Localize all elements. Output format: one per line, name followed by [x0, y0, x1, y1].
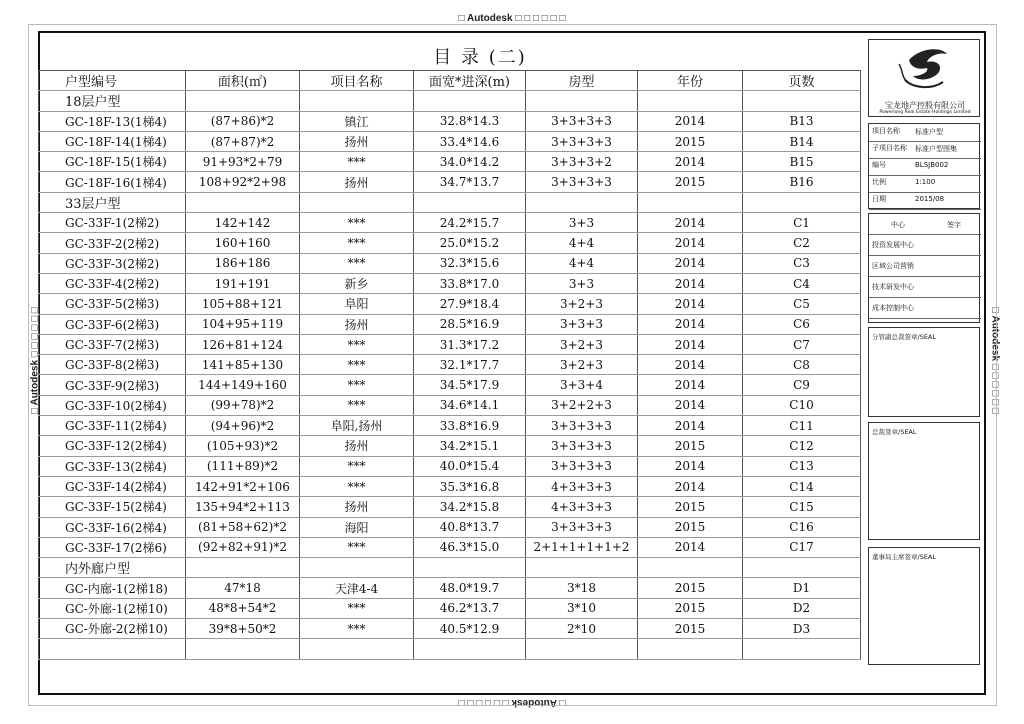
table-row [39, 456, 861, 476]
info-value: 标准户型 [915, 128, 943, 136]
area-cell: 135+94*2+113 [186, 497, 300, 517]
area-cell: 48*8+54*2 [186, 598, 300, 618]
sign-row [869, 297, 981, 319]
project-name-cell: 海阳 [300, 517, 414, 537]
table-row [39, 517, 861, 537]
watermark-left: □ Autodesk □ □ □ □ □ □ [29, 307, 41, 414]
seal-box-vp: 分管副总裁签章/SEAL [868, 327, 980, 417]
year-cell: 2014 [638, 213, 743, 233]
area-cell: 39*8+50*2 [186, 619, 300, 639]
empty-cell [300, 639, 414, 659]
page-no-cell: C3 [743, 253, 861, 273]
area-cell: 144+149+160 [186, 375, 300, 395]
table-row [39, 416, 861, 436]
info-row [869, 141, 981, 159]
unit-code-cell: GC-内廊-1(2梯18) [39, 578, 186, 598]
width-depth-cell: 33.4*14.6 [414, 131, 526, 151]
project-name-cell: 阜阳 [300, 294, 414, 314]
project-name-cell: 扬州 [300, 436, 414, 456]
unit-code-cell: GC-33F-1(2梯2) [39, 213, 186, 233]
room-type-cell: 3+3+3+3 [526, 111, 638, 131]
width-depth-cell: 40.0*15.4 [414, 456, 526, 476]
company-name-en: Powerlong Real Estate Holdings Limited [879, 110, 971, 115]
empty-cell [39, 639, 186, 659]
empty-cell [638, 639, 743, 659]
table-row [39, 111, 861, 131]
width-depth-cell: 28.5*16.9 [414, 314, 526, 334]
header-unit-code: 户型编号 [39, 71, 186, 91]
year-cell: 2014 [638, 375, 743, 395]
page-no-cell: C2 [743, 233, 861, 253]
project-name-cell: 扬州 [300, 497, 414, 517]
project-name-cell: 扬州 [300, 172, 414, 192]
empty-cell [414, 91, 526, 111]
info-row [869, 124, 981, 142]
room-type-cell: 2*10 [526, 619, 638, 639]
empty-cell [638, 192, 743, 212]
project-name-cell: *** [300, 213, 414, 233]
year-cell: 2014 [638, 233, 743, 253]
empty-cell [300, 91, 414, 111]
width-depth-cell: 48.0*19.7 [414, 578, 526, 598]
page-no-cell: C12 [743, 436, 861, 456]
page-no-cell: C8 [743, 355, 861, 375]
year-cell: 2015 [638, 598, 743, 618]
empty-cell [186, 558, 300, 578]
unit-code-cell: GC-33F-13(2梯4) [39, 456, 186, 476]
table-row [39, 334, 861, 354]
unit-code-cell: GC-18F-16(1梯4) [39, 172, 186, 192]
room-type-cell: 4+3+3+3 [526, 476, 638, 496]
page-no-cell: B16 [743, 172, 861, 192]
year-cell: 2014 [638, 416, 743, 436]
project-name-cell: *** [300, 619, 414, 639]
year-cell: 2015 [638, 578, 743, 598]
header-width-depth: 面宽*进深(m) [414, 71, 526, 91]
year-cell: 2015 [638, 172, 743, 192]
unit-code-cell: GC-33F-17(2梯6) [39, 537, 186, 557]
area-cell: 160+160 [186, 233, 300, 253]
table-row [39, 497, 861, 517]
watermark-top: □ Autodesk □ □ □ □ □ □ [458, 13, 566, 24]
table-row [39, 598, 861, 618]
year-cell: 2014 [638, 253, 743, 273]
year-cell: 2015 [638, 131, 743, 151]
section-title: 33层户型 [39, 192, 186, 212]
width-depth-cell: 34.2*15.8 [414, 497, 526, 517]
area-cell: 186+186 [186, 253, 300, 273]
width-depth-cell: 35.3*16.8 [414, 476, 526, 496]
project-name-cell: 扬州 [300, 131, 414, 151]
room-type-cell: 4+3+3+3 [526, 497, 638, 517]
info-key: 比例 [872, 178, 886, 186]
page-no-cell: B14 [743, 131, 861, 151]
year-cell: 2014 [638, 152, 743, 172]
year-cell: 2014 [638, 314, 743, 334]
table-row [39, 314, 861, 334]
unit-code-cell: GC-33F-10(2梯4) [39, 395, 186, 415]
watermark-bottom: □ Autodesk □ □ □ □ □ □ [458, 697, 566, 708]
area-cell: 141+85+130 [186, 355, 300, 375]
empty-cell [743, 558, 861, 578]
project-name-cell: *** [300, 233, 414, 253]
room-type-cell: 3+3 [526, 273, 638, 293]
table-row [39, 578, 861, 598]
room-type-cell: 3+3+4 [526, 375, 638, 395]
section-title: 内外廊户型 [39, 558, 186, 578]
signoff-box [868, 213, 980, 323]
unit-code-cell: GC-18F-15(1梯4) [39, 152, 186, 172]
empty-cell [638, 558, 743, 578]
empty-cell [526, 558, 638, 578]
area-cell: (94+96)*2 [186, 416, 300, 436]
table-row [39, 375, 861, 395]
width-depth-cell: 40.5*12.9 [414, 619, 526, 639]
empty-cell [638, 91, 743, 111]
info-key: 子项目名称 [872, 144, 907, 152]
sign-header-label: 签字 [947, 221, 961, 229]
room-type-cell: 3+3+3+3 [526, 416, 638, 436]
page-no-cell: C5 [743, 294, 861, 314]
table-row [39, 213, 861, 233]
table-row [39, 152, 861, 172]
area-cell: (111+89)*2 [186, 456, 300, 476]
unit-code-cell: GC-33F-5(2梯3) [39, 294, 186, 314]
room-type-cell: 3+2+3 [526, 355, 638, 375]
room-type-cell: 2+1+1+1+1+2 [526, 537, 638, 557]
project-name-cell: 阜阳,扬州 [300, 416, 414, 436]
page-no-cell: C11 [743, 416, 861, 436]
sign-header-label: 中心 [891, 221, 905, 229]
dragon-logo-icon [869, 40, 981, 98]
unit-code-cell: GC-33F-14(2梯4) [39, 476, 186, 496]
width-depth-cell: 33.8*16.9 [414, 416, 526, 436]
table-row [39, 619, 861, 639]
year-cell: 2014 [638, 537, 743, 557]
empty-cell [526, 91, 638, 111]
table-row [39, 253, 861, 273]
page-no-cell: C9 [743, 375, 861, 395]
info-key: 项目名称 [872, 127, 900, 135]
section-row [39, 192, 861, 212]
section-row [39, 91, 861, 111]
year-cell: 2014 [638, 355, 743, 375]
unit-code-cell: GC-33F-8(2梯3) [39, 355, 186, 375]
room-type-cell: 3+3+3+2 [526, 152, 638, 172]
company-name: 宝龙地产控股有限公司 [885, 101, 965, 110]
project-name-cell: *** [300, 456, 414, 476]
width-depth-cell: 34.5*17.9 [414, 375, 526, 395]
table-row [39, 395, 861, 415]
table-row [39, 537, 861, 557]
page-no-cell: C14 [743, 476, 861, 496]
info-row [869, 192, 981, 210]
page-no-cell: D1 [743, 578, 861, 598]
width-depth-cell: 34.2*15.1 [414, 436, 526, 456]
table-row [39, 273, 861, 293]
empty-cell [186, 639, 300, 659]
info-value: 标准户型图集 [915, 145, 957, 153]
empty-cell [743, 192, 861, 212]
page-no-cell: D2 [743, 598, 861, 618]
project-name-cell: 镇江 [300, 111, 414, 131]
year-cell: 2015 [638, 619, 743, 639]
table-header-row [39, 71, 861, 91]
project-name-cell: *** [300, 375, 414, 395]
room-type-cell: 3+2+3 [526, 334, 638, 354]
info-row [869, 158, 981, 176]
unit-code-cell: GC-18F-14(1梯4) [39, 131, 186, 151]
width-depth-cell: 34.6*14.1 [414, 395, 526, 415]
page-no-cell: C7 [743, 334, 861, 354]
width-depth-cell: 32.1*17.7 [414, 355, 526, 375]
index-table [38, 70, 861, 660]
room-type-cell: 3+3+3+3 [526, 436, 638, 456]
project-name-cell: *** [300, 152, 414, 172]
sign-row-label: 技术研发中心 [872, 283, 914, 291]
section-row [39, 558, 861, 578]
unit-code-cell: GC-外廊-1(2梯10) [39, 598, 186, 618]
sign-row [869, 255, 981, 277]
unit-code-cell: GC-外廊-2(2梯10) [39, 619, 186, 639]
project-name-cell: 新乡 [300, 273, 414, 293]
sign-row-label: 投资发展中心 [872, 241, 914, 249]
area-cell: 91+93*2+79 [186, 152, 300, 172]
empty-cell [414, 192, 526, 212]
info-value: 2015/08 [915, 195, 945, 203]
empty-cell [300, 192, 414, 212]
unit-code-cell: GC-33F-12(2梯4) [39, 436, 186, 456]
empty-cell [186, 91, 300, 111]
info-value: 1:100 [915, 178, 936, 186]
width-depth-cell: 32.3*15.6 [414, 253, 526, 273]
room-type-cell: 3+2+2+3 [526, 395, 638, 415]
empty-cell [526, 639, 638, 659]
year-cell: 2015 [638, 517, 743, 537]
page-title: 目 录 (二) [433, 47, 527, 68]
room-type-cell: 3+3 [526, 213, 638, 233]
index-table-wrapper [38, 70, 861, 660]
width-depth-cell: 31.3*17.2 [414, 334, 526, 354]
width-depth-cell: 34.7*13.7 [414, 172, 526, 192]
width-depth-cell: 46.3*15.0 [414, 537, 526, 557]
empty-cell [300, 558, 414, 578]
page-no-cell: C17 [743, 537, 861, 557]
area-cell: 47*18 [186, 578, 300, 598]
area-cell: 142+91*2+106 [186, 476, 300, 496]
table-row-empty [39, 639, 861, 659]
year-cell: 2014 [638, 395, 743, 415]
room-type-cell: 3*18 [526, 578, 638, 598]
header-room-type: 房型 [526, 71, 638, 91]
unit-code-cell: GC-33F-11(2梯4) [39, 416, 186, 436]
unit-code-cell: GC-33F-15(2梯4) [39, 497, 186, 517]
page-no-cell: B15 [743, 152, 861, 172]
width-depth-cell: 34.0*14.2 [414, 152, 526, 172]
room-type-cell: 3+3+3+3 [526, 456, 638, 476]
room-type-cell: 3+3+3 [526, 314, 638, 334]
project-name-cell: 扬州 [300, 314, 414, 334]
area-cell: 105+88+121 [186, 294, 300, 314]
page-no-cell: C1 [743, 213, 861, 233]
room-type-cell: 3+3+3+3 [526, 172, 638, 192]
section-title: 18层户型 [39, 91, 186, 111]
unit-code-cell: GC-18F-13(1梯4) [39, 111, 186, 131]
project-info-box [868, 123, 980, 209]
project-name-cell: *** [300, 476, 414, 496]
sign-header-row [869, 214, 981, 235]
room-type-cell: 3+3+3+3 [526, 517, 638, 537]
seal-box-chairman: 董事局主席签章/SEAL [868, 547, 980, 665]
table-row [39, 131, 861, 151]
header-year: 年份 [638, 71, 743, 91]
logo-box [868, 39, 980, 117]
room-type-cell: 4+4 [526, 253, 638, 273]
table-row [39, 294, 861, 314]
year-cell: 2014 [638, 456, 743, 476]
project-name-cell: *** [300, 537, 414, 557]
unit-code-cell: GC-33F-7(2梯3) [39, 334, 186, 354]
table-row [39, 233, 861, 253]
info-key: 编号 [872, 161, 886, 169]
width-depth-cell: 27.9*18.4 [414, 294, 526, 314]
header-area: 面积(㎡) [186, 71, 300, 91]
empty-cell [414, 639, 526, 659]
area-cell: 104+95+119 [186, 314, 300, 334]
table-row [39, 172, 861, 192]
area-cell: 126+81+124 [186, 334, 300, 354]
width-depth-cell: 46.2*13.7 [414, 598, 526, 618]
year-cell: 2014 [638, 111, 743, 131]
sign-row-label: 区域公司营销 [872, 262, 914, 270]
year-cell: 2014 [638, 273, 743, 293]
page-no-cell: C10 [743, 395, 861, 415]
page-no-cell: B13 [743, 111, 861, 131]
empty-cell [743, 91, 861, 111]
empty-cell [743, 639, 861, 659]
width-depth-cell: 33.8*17.0 [414, 273, 526, 293]
project-name-cell: 天津4-4 [300, 578, 414, 598]
unit-code-cell: GC-33F-2(2梯2) [39, 233, 186, 253]
page-no-cell: C16 [743, 517, 861, 537]
empty-cell [186, 192, 300, 212]
area-cell: (105+93)*2 [186, 436, 300, 456]
width-depth-cell: 24.2*15.7 [414, 213, 526, 233]
sign-row [869, 276, 981, 298]
unit-code-cell: GC-33F-3(2梯2) [39, 253, 186, 273]
sign-row [869, 234, 981, 256]
info-key: 日期 [872, 195, 886, 203]
area-cell: (92+82+91)*2 [186, 537, 300, 557]
unit-code-cell: GC-33F-16(2梯4) [39, 517, 186, 537]
width-depth-cell: 25.0*15.2 [414, 233, 526, 253]
year-cell: 2015 [638, 436, 743, 456]
year-cell: 2014 [638, 334, 743, 354]
project-name-cell: *** [300, 253, 414, 273]
page-no-cell: D3 [743, 619, 861, 639]
watermark-right: □ Autodesk □ □ □ □ □ □ [989, 307, 1001, 414]
unit-code-cell: GC-33F-4(2梯2) [39, 273, 186, 293]
table-row [39, 436, 861, 456]
area-cell: (87+87)*2 [186, 131, 300, 151]
room-type-cell: 3+3+3+3 [526, 131, 638, 151]
sign-row-label: 成本控制中心 [872, 304, 914, 312]
seal-box-president: 总裁签章/SEAL [868, 422, 980, 540]
width-depth-cell: 40.8*13.7 [414, 517, 526, 537]
area-cell: 142+142 [186, 213, 300, 233]
room-type-cell: 4+4 [526, 233, 638, 253]
info-value: BLSJB002 [915, 161, 949, 169]
page-no-cell: C6 [743, 314, 861, 334]
year-cell: 2014 [638, 476, 743, 496]
empty-cell [414, 558, 526, 578]
room-type-cell: 3+2+3 [526, 294, 638, 314]
area-cell: (81+58+62)*2 [186, 517, 300, 537]
project-name-cell: *** [300, 355, 414, 375]
project-name-cell: *** [300, 395, 414, 415]
area-cell: (99+78)*2 [186, 395, 300, 415]
header-page-no: 页数 [743, 71, 861, 91]
width-depth-cell: 32.8*14.3 [414, 111, 526, 131]
table-row [39, 476, 861, 496]
header-project-name: 项目名称 [300, 71, 414, 91]
empty-cell [526, 192, 638, 212]
unit-code-cell: GC-33F-9(2梯3) [39, 375, 186, 395]
unit-code-cell: GC-33F-6(2梯3) [39, 314, 186, 334]
project-name-cell: *** [300, 598, 414, 618]
page-no-cell: C13 [743, 456, 861, 476]
area-cell: 108+92*2+98 [186, 172, 300, 192]
info-row [869, 175, 981, 193]
page-no-cell: C4 [743, 273, 861, 293]
project-name-cell: *** [300, 334, 414, 354]
year-cell: 2015 [638, 497, 743, 517]
table-row [39, 355, 861, 375]
year-cell: 2014 [638, 294, 743, 314]
room-type-cell: 3*10 [526, 598, 638, 618]
area-cell: (87+86)*2 [186, 111, 300, 131]
area-cell: 191+191 [186, 273, 300, 293]
page-no-cell: C15 [743, 497, 861, 517]
